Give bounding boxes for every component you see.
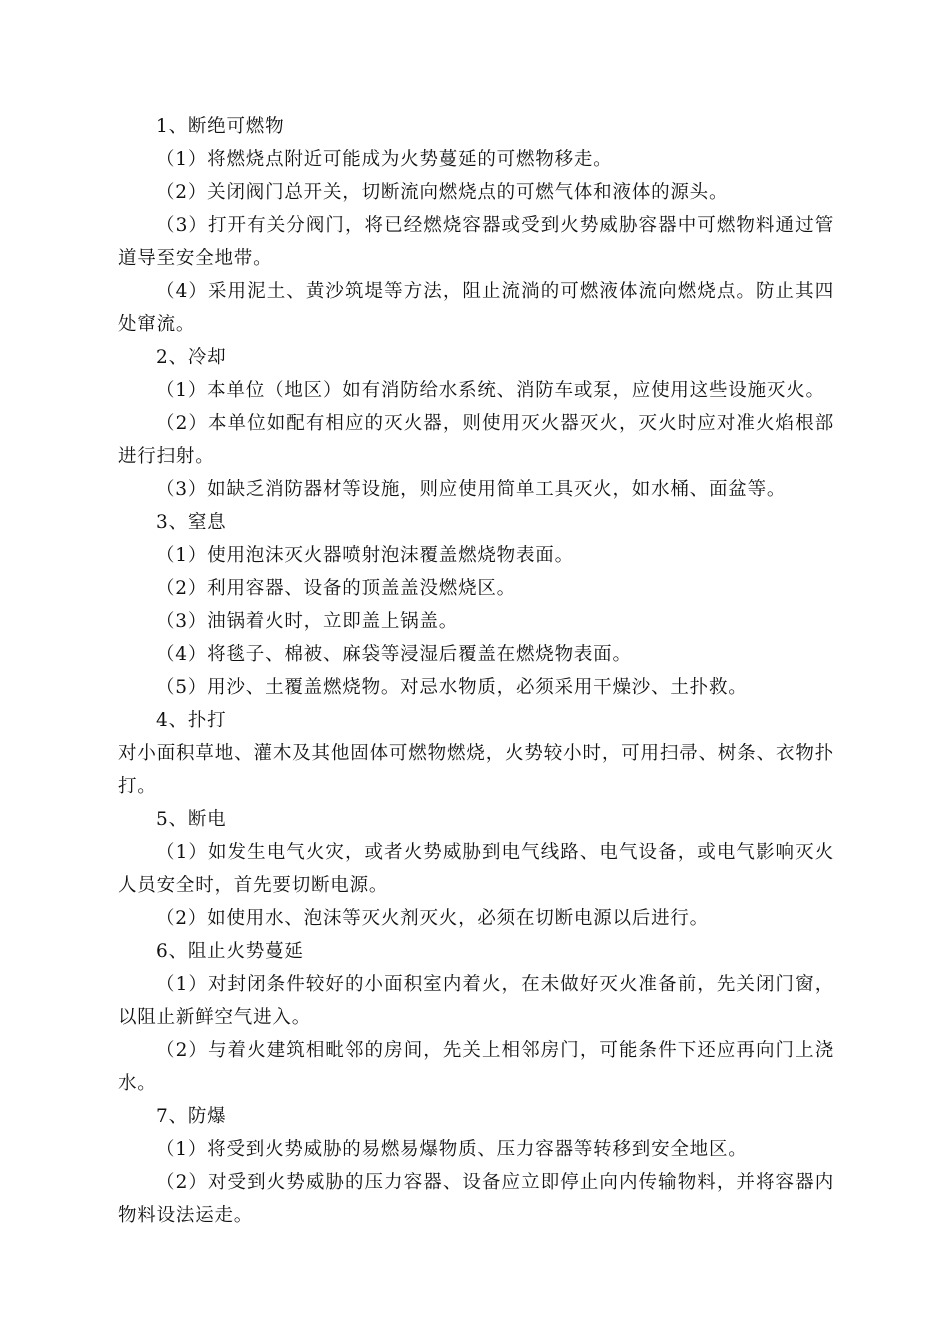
list-item: （4）采用泥土、黄沙筑堤等方法，阻止流淌的可燃液体流向燃烧点。防止其四处窜流。	[118, 281, 834, 335]
list-item: （2）本单位如配有相应的灭火器，则使用灭火器灭火，灭火时应对准火焰根部进行扫射。	[118, 413, 834, 467]
section-heading: 3、窒息	[156, 512, 227, 533]
section-paragraph: 对小面积草地、灌木及其他固体可燃物燃烧，火势较小时，可用扫帚、树条、衣物扑打。	[118, 743, 834, 797]
list-item: （3）如缺乏消防器材等设施，则应使用简单工具灭火，如水桶、面盆等。	[156, 479, 787, 500]
section-heading: 6、阻止火势蔓延	[156, 941, 304, 962]
list-item: （2）与着火建筑相毗邻的房间，先关上相邻房门，可能条件下还应再向门上浇水。	[118, 1040, 834, 1094]
list-item: （2）关闭阀门总开关，切断流向燃烧点的可燃气体和液体的源头。	[156, 182, 729, 203]
list-item: （3）打开有关分阀门，将已经燃烧容器或受到火势威胁容器中可燃物料通过管道导至安全地带。	[118, 215, 834, 269]
section-heading: 7、防爆	[156, 1106, 227, 1127]
list-item: （4）将毯子、棉被、麻袋等浸湿后覆盖在燃烧物表面。	[156, 644, 632, 665]
list-item: （2）利用容器、设备的顶盖盖没燃烧区。	[156, 578, 516, 599]
section-heading: 1、断绝可燃物	[156, 116, 285, 137]
section-heading: 4、扑打	[156, 710, 227, 731]
list-item: （1）本单位（地区）如有消防给水系统、消防车或泵，应使用这些设施灭火。	[156, 380, 825, 401]
list-item: （2）如使用水、泡沫等灭火剂灭火，必须在切断电源以后进行。	[156, 908, 709, 929]
list-item: （1）使用泡沫灭火器喷射泡沫覆盖燃烧物表面。	[156, 545, 574, 566]
list-item: （1）将燃烧点附近可能成为火势蔓延的可燃物移走。	[156, 149, 613, 170]
list-item: （3）油锅着火时，立即盖上锅盖。	[156, 611, 459, 632]
section-heading: 2、冷却	[156, 347, 227, 368]
list-item: （1）如发生电气火灾，或者火势威胁到电气线路、电气设备，或电气影响灭火人员安全时，首先要切断电源。	[118, 842, 834, 896]
list-item: （5）用沙、土覆盖燃烧物。对忌水物质，必须采用干燥沙、土扑救。	[156, 677, 748, 698]
section-heading: 5、断电	[156, 809, 227, 830]
list-item: （1）将受到火势威胁的易燃易爆物质、压力容器等转移到安全地区。	[156, 1139, 748, 1160]
list-item: （2）对受到火势威胁的压力容器、设备应立即停止向内传输物料，并将容器内物料设法运走。	[118, 1172, 834, 1226]
document-body	[118, 110, 834, 1232]
list-item: （1）对封闭条件较好的小面积室内着火，在未做好灭火准备前，先关闭门窗，以阻止新鲜空气进入。	[118, 974, 834, 1028]
